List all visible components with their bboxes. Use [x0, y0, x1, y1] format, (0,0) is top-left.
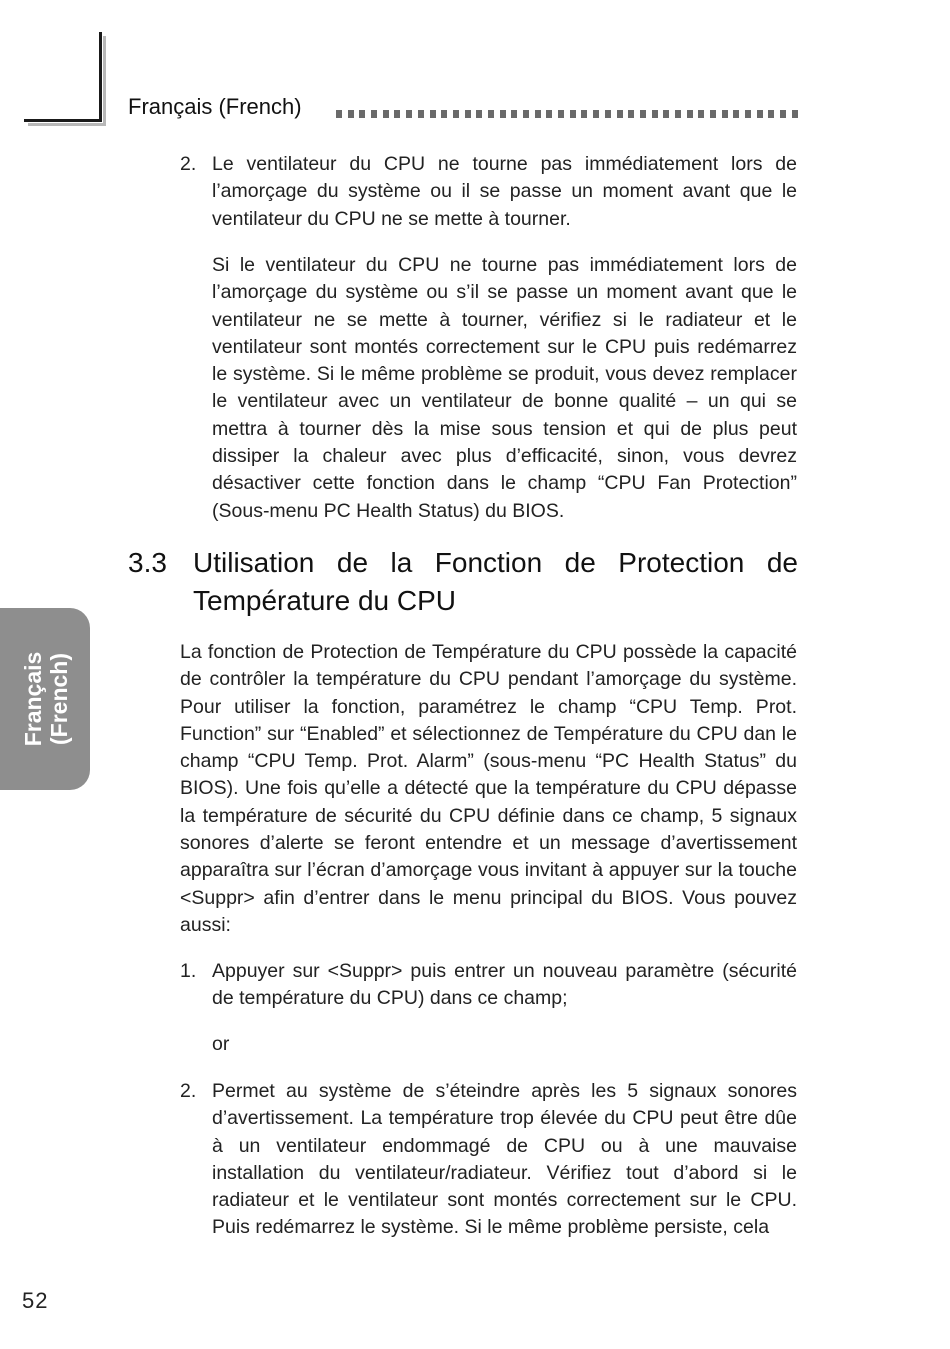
corner-mark [99, 32, 102, 122]
header-dot [558, 110, 564, 118]
header-dot [546, 110, 552, 118]
header-dot [523, 110, 529, 118]
header-dot [687, 110, 693, 118]
header-dot [745, 110, 751, 118]
header-dot [675, 110, 681, 118]
list-number: 2. [180, 153, 197, 175]
header-dot [359, 110, 365, 118]
header-dot [570, 110, 576, 118]
header-dot [441, 110, 447, 118]
list-item-text: Permet au système de s’éteindre après les 5 signaux sonores d’avertissement. La température trop élevée du CPU peut être dûe à un ventilateur endommagé de CPU ou à une mauvaise installation du ventilateur/radiateur. Vérifiez tout d’abord si le radiateur et le ventilateur sont montés correctement sur le CPU. Puis redémarrez le système. Si le même problème persiste, cela [212, 1080, 797, 1239]
header-dot [605, 110, 611, 118]
header-dot [698, 110, 704, 118]
or-separator: or [212, 1033, 230, 1055]
corner-mark-shadow [103, 36, 106, 126]
list-number: 1. [180, 960, 197, 982]
header-dot [780, 110, 786, 118]
header-dot [430, 110, 436, 118]
header-dot [722, 110, 728, 118]
header-dot [628, 110, 634, 118]
running-header-title: Français (French) [128, 94, 302, 119]
page-number: 52 [22, 1288, 49, 1313]
header-dot [768, 110, 774, 118]
header-dot [663, 110, 669, 118]
header-dot [581, 110, 587, 118]
header-dot [710, 110, 716, 118]
header-dot [500, 110, 506, 118]
paragraph: Si le ventilateur du CPU ne tourne pas immédiatement lors de l’amorçage du système ou s’il se passe un moment avant que le ventilateur ne se mette à tourner, vérifiez si le radiateur et le ventilateur sont montés correctement sur le CPU puis redémarrez le système. Si le même problème se produit, vous devez remplacer le ventilateur avec un ventilateur de bonne qualité – un qui se mettra à tourner dès la mise sous tension et qui de plus peut dissiper la chaleur avec plus d’efficacité, sinon, vous devrez désactiver cette fonction dans le champ “CPU Fan Protection” (Sous-menu PC Health Status) du BIOS. [212, 254, 797, 522]
header-dot [535, 110, 541, 118]
header-dot [792, 110, 798, 118]
header-dot [453, 110, 459, 118]
header-dot [394, 110, 400, 118]
list-item-text: Appuyer sur <Suppr> puis entrer un nouveau paramètre (sécurité de température du CPU) dans ce champ; [212, 960, 797, 1010]
header-dot [640, 110, 646, 118]
paragraph: La fonction de Protection de Température du CPU possède la capacité de contrôler la température du CPU pendant l’amorçage du système. Pour utiliser la fonction, paramétrez le champ “CPU Temp. Prot. Function” sur “Enabled” et sélectionnez de Température du CPU dan le champ “CPU Temp. Prot. Alarm” (sous-menu “PC Health Status” du BIOS). Une fois qu’elle a détecté que la température du CPU dépasse la température de sécurité du CPU définie dans ce champ, 5 signaux sonores d’alerte se feront entendre et un message d’avertissement apparaîtra sur l’écran d’amorçage vous invitant à appuyer sur la touche <Suppr> afin d’entrer dans le menu principal du BIOS. Vous pouvez aussi: [180, 641, 797, 936]
section-title: Utilisation de la Fonction de Protection de Température du CPU [193, 547, 798, 616]
header-dot [733, 110, 739, 118]
header-dot [371, 110, 377, 118]
side-tab-line1: Français [20, 651, 46, 747]
header-dot [757, 110, 763, 118]
header-dot [476, 110, 482, 118]
corner-mark-shadow [28, 123, 106, 126]
header-dot [617, 110, 623, 118]
section-number: 3.3 [128, 547, 167, 578]
header-dot [336, 110, 342, 118]
side-tab-line2: (French) [46, 653, 72, 746]
header-dot [383, 110, 389, 118]
header-dot [418, 110, 424, 118]
header-dot [593, 110, 599, 118]
language-side-tab-label [20, 652, 72, 747]
header-dot [652, 110, 658, 118]
list-item-text: Le ventilateur du CPU ne tourne pas immédiatement lors de l’amorçage du système ou il se passe un moment avant que le ventilateur du CPU ne se mette à tourner. [212, 153, 797, 230]
corner-mark [24, 119, 102, 122]
header-dot [348, 110, 354, 118]
header-dot-rule [336, 110, 798, 119]
header-dot [406, 110, 412, 118]
header-dot [511, 110, 517, 118]
header-dot [488, 110, 494, 118]
list-number: 2. [180, 1080, 197, 1102]
header-dot [465, 110, 471, 118]
